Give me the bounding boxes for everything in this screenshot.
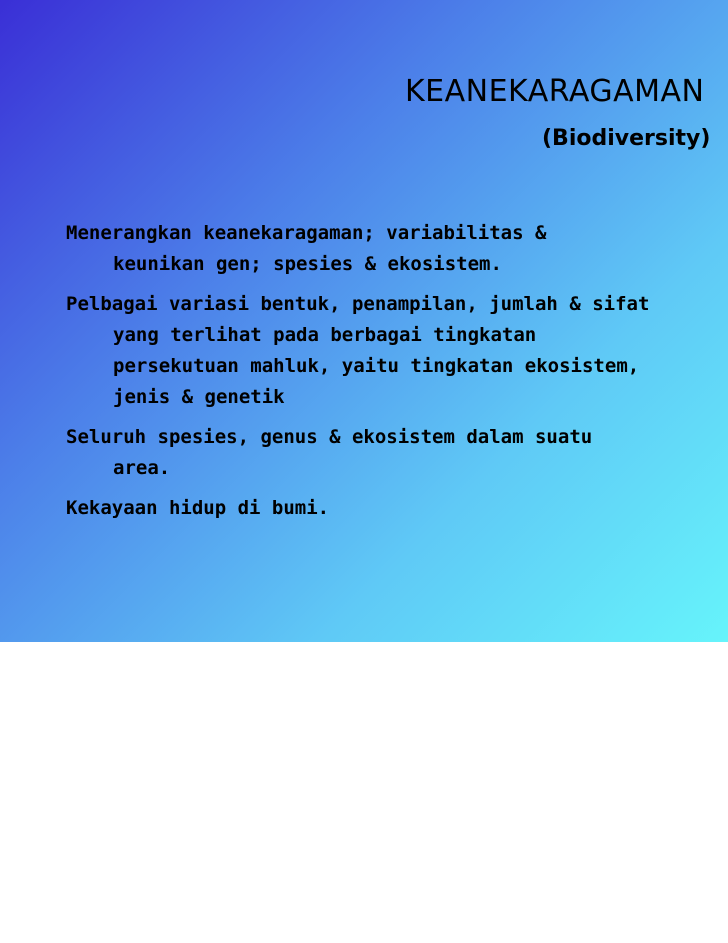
bullet-item <box>66 422 728 484</box>
bullet-line: persekutuan mahluk, yaitu tingkatan ekosistem, <box>113 355 640 377</box>
bullet-line: keunikan gen; spesies & ekosistem. <box>113 253 502 275</box>
bullet-item <box>66 493 728 524</box>
bullet-list <box>66 218 728 533</box>
bullet-line: Seluruh spesies, genus & ekosistem dalam suatu <box>66 426 593 448</box>
bullet-line: Kekayaan hidup di bumi. <box>66 497 330 519</box>
bullet-line: Menerangkan keanekaragaman; variabilitas & <box>66 222 547 244</box>
bullet-line: jenis & genetik <box>113 386 285 408</box>
slide-subtitle: (Biodiversity) <box>542 126 711 151</box>
bullet-line: Pelbagai variasi bentuk, penampilan, jumlah & sifat <box>66 293 650 315</box>
bullet-item <box>66 289 728 413</box>
bullet-item <box>66 218 728 280</box>
slide-title: KEANEKARAGAMAN <box>405 74 705 109</box>
bullet-line: yang terlihat pada berbagai tingkatan <box>113 324 537 346</box>
bullet-line: area. <box>113 457 171 479</box>
